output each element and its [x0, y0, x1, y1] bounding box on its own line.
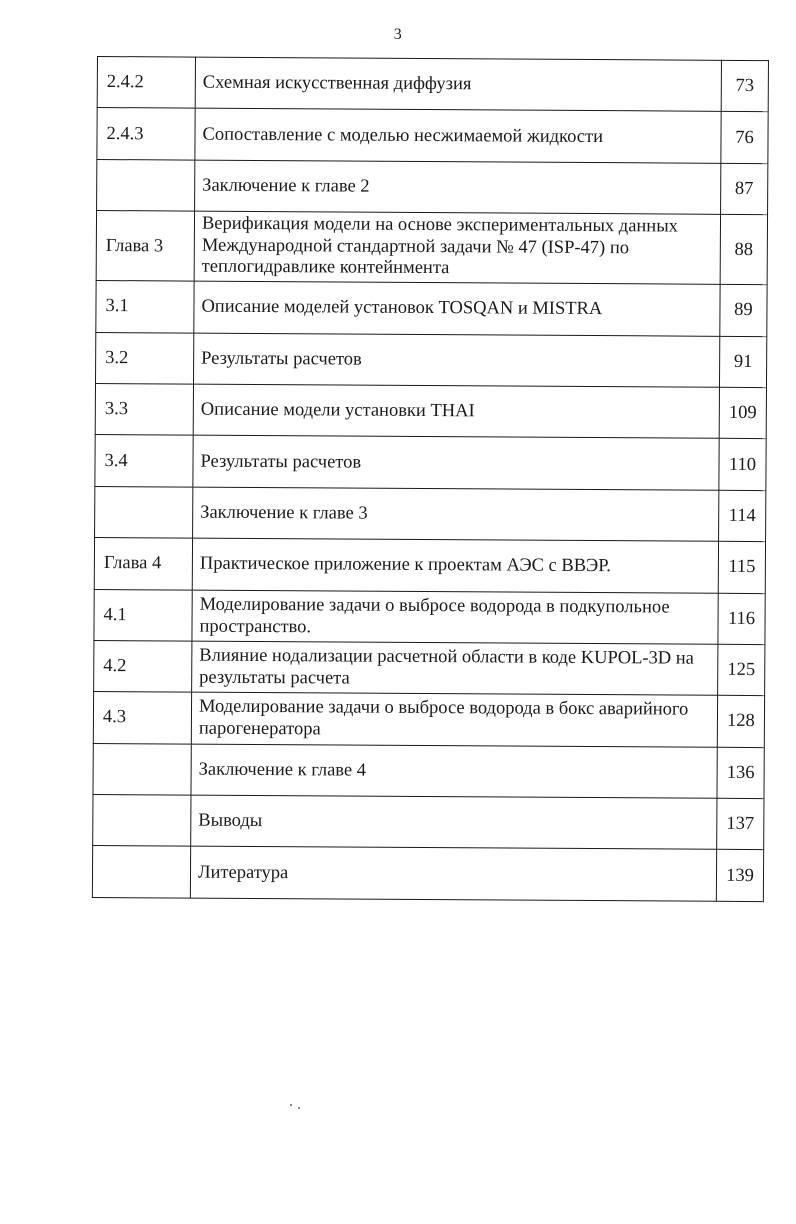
- section-number: [92, 846, 190, 898]
- section-title: Литература: [190, 847, 716, 902]
- scan-speck: [298, 1107, 300, 1109]
- toc-row: [94, 640, 765, 695]
- page-ref: 115: [718, 541, 765, 593]
- section-number: 2.4.3: [97, 108, 195, 160]
- section-number: 4.1: [94, 589, 192, 641]
- table-of-contents: [92, 56, 769, 902]
- page-ref: 114: [719, 490, 766, 542]
- toc-row: [93, 795, 764, 850]
- page-ref: 76: [721, 112, 768, 164]
- toc-row: [97, 159, 768, 214]
- section-title: Результаты расчетов: [193, 333, 719, 388]
- page-ref: 116: [718, 593, 765, 645]
- page-ref: 125: [718, 644, 765, 696]
- section-title: Верификация модели на основе экспериментальных данных Международной стандартной задачи № 47 (ISP-47) по теплогидравлике контейнмента: [194, 211, 720, 284]
- page-ref: 88: [720, 214, 767, 284]
- section-title: Выводы: [191, 795, 717, 850]
- section-number: Глава 4: [94, 538, 192, 590]
- page-number: 3: [393, 26, 403, 43]
- section-title: Заключение к главе 2: [195, 160, 721, 215]
- page-ref: 73: [721, 60, 768, 112]
- toc-row: [96, 281, 767, 336]
- page-ref: 128: [717, 696, 764, 748]
- toc-row: [95, 486, 766, 541]
- toc-row: [94, 589, 765, 644]
- toc-row: [94, 538, 765, 593]
- section-number: 4.2: [94, 640, 192, 692]
- section-title: Влияние нодализации расчетной области в коде KUPOL-3D на результаты расчета: [192, 641, 718, 696]
- page-ref: 109: [719, 387, 766, 439]
- page-ref: 139: [716, 850, 763, 902]
- section-number: 3.3: [95, 383, 193, 435]
- section-number: 3.4: [95, 435, 193, 487]
- section-title: Сопоставление с моделью несжимаемой жидкости: [195, 108, 721, 163]
- section-number: 4.3: [93, 692, 191, 744]
- toc-row: [97, 108, 768, 163]
- scan-speck: [290, 1104, 292, 1106]
- page-ref: 137: [717, 798, 764, 850]
- section-title: Заключение к главе 3: [193, 487, 719, 542]
- page-ref: 110: [719, 439, 766, 491]
- toc-row: [92, 846, 763, 901]
- toc-row: [95, 383, 766, 438]
- section-number: Глава 3: [96, 211, 194, 282]
- toc-row: [96, 211, 767, 285]
- section-title: Моделирование задачи о выбросе водорода в бокс аварийного парогенератора: [191, 692, 717, 747]
- section-number: 3.1: [96, 281, 194, 333]
- section-title: Заключение к главе 4: [191, 744, 717, 799]
- section-title: Описание моделей установок TOSQAN и MISTRA: [194, 281, 720, 336]
- section-title: Описание модели установки THAI: [193, 384, 719, 439]
- page-ref: 91: [719, 336, 766, 388]
- section-title: Результаты расчетов: [193, 435, 719, 490]
- toc-row: [93, 692, 764, 747]
- section-number: [95, 486, 193, 538]
- toc-row: [97, 57, 768, 112]
- page-ref: 89: [720, 284, 767, 336]
- page-ref: 87: [721, 163, 768, 215]
- section-number: 2.4.2: [97, 57, 195, 109]
- section-title: Схемная искусственная диффузия: [195, 57, 721, 112]
- toc-row: [93, 743, 764, 798]
- page-ref: 136: [717, 747, 764, 799]
- section-number: [93, 743, 191, 795]
- section-title: Моделирование задачи о выбросе водорода в подкупольное пространство.: [192, 590, 718, 645]
- section-title: Практическое приложение к проектам АЭС с ВВЭР.: [192, 538, 718, 593]
- section-number: [97, 159, 195, 211]
- section-number: [93, 795, 191, 847]
- toc-row: [95, 332, 766, 387]
- toc-row: [95, 435, 766, 490]
- section-number: 3.2: [95, 332, 193, 384]
